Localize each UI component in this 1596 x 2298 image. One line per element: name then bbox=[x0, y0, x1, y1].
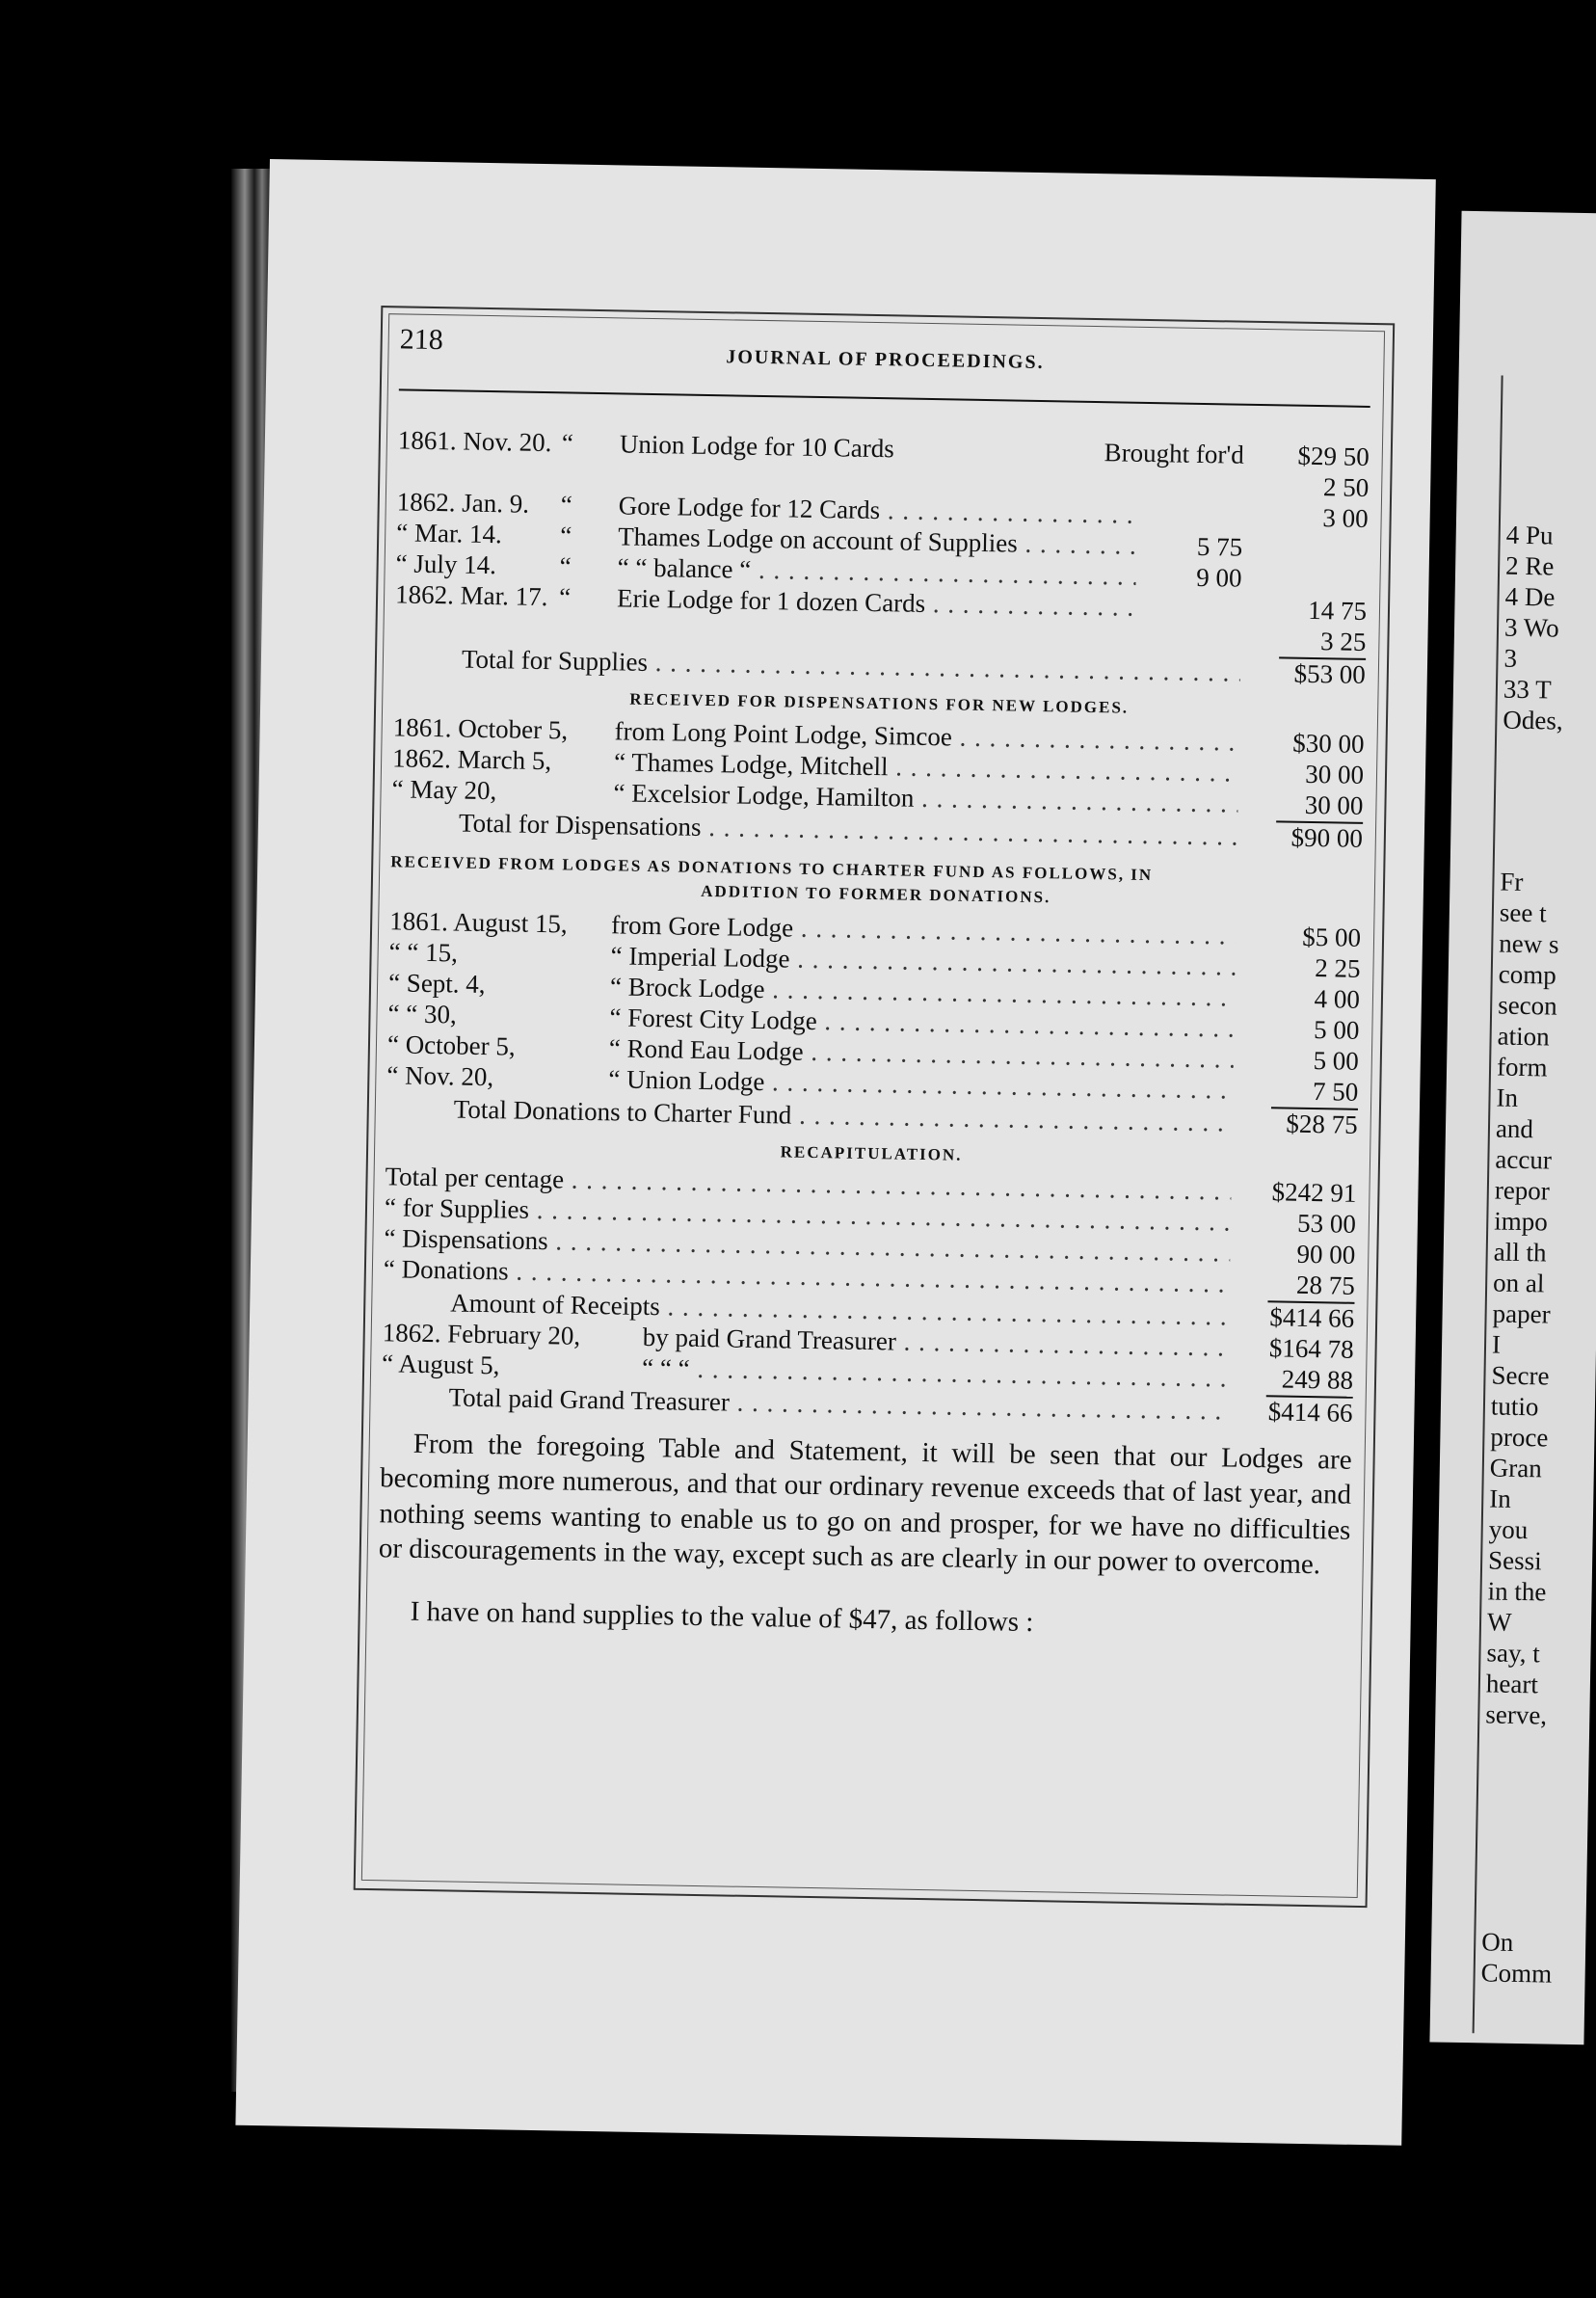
text-fragment: new s bbox=[1499, 928, 1559, 959]
row-description: “ Rond Eau Lodge . . . bbox=[609, 1033, 1234, 1074]
row-date: “ Mar. 14. bbox=[395, 518, 502, 549]
text-fragment: Secre bbox=[1491, 1360, 1550, 1391]
row-amount: 30 00 bbox=[1304, 789, 1364, 820]
text-fragment: On bbox=[1480, 1927, 1514, 1957]
dispensations-section bbox=[391, 712, 1365, 855]
row-amount: $30 00 bbox=[1292, 728, 1365, 759]
right-page-bottom-lines bbox=[1430, 1926, 1553, 1990]
row-amount: 5 00 bbox=[1313, 1045, 1360, 1076]
row-amount: 14 75 bbox=[1307, 595, 1368, 626]
row-date: 1862. March 5, bbox=[391, 742, 552, 775]
text-fragment: say, t bbox=[1486, 1638, 1540, 1669]
section-heading-line: RECEIVED FROM LODGES AS DONATIONS TO CHARTER FUND AS FOLLOWS, IN bbox=[390, 851, 1154, 884]
text-fragment: 4 Pu bbox=[1505, 520, 1554, 550]
row-amount: 28 75 bbox=[1295, 1269, 1356, 1300]
row-description: “ Forest City Lodge . . . bbox=[609, 1002, 1234, 1043]
text-fragment: ation bbox=[1497, 1021, 1550, 1052]
text-fragment: In bbox=[1489, 1483, 1512, 1513]
row-description: Total per centage . . . bbox=[385, 1162, 1231, 1206]
row-amount: 2 25 bbox=[1315, 952, 1361, 983]
text-fragment: serve, bbox=[1485, 1699, 1548, 1730]
text-fragment: Odes, bbox=[1503, 705, 1563, 735]
right-page-fragment bbox=[1429, 211, 1596, 2045]
text-fragment: tutio bbox=[1490, 1391, 1539, 1422]
total-label: Amount of Receipts . . . bbox=[450, 1289, 1229, 1332]
row-amount: 5 00 bbox=[1313, 1014, 1360, 1045]
text-fragment: see t bbox=[1499, 897, 1547, 928]
row-description: “ Union Lodge . . . bbox=[608, 1064, 1233, 1105]
text-fragment: repor bbox=[1494, 1175, 1551, 1206]
row-subamount bbox=[1135, 616, 1241, 618]
text-fragment: 3 Wo bbox=[1503, 612, 1559, 643]
donations-section bbox=[386, 906, 1362, 1141]
text-fragment: heart bbox=[1485, 1669, 1539, 1699]
row-description: by paid Grand Treasurer . . . bbox=[642, 1323, 1228, 1363]
text-fragment: Sessi bbox=[1487, 1545, 1542, 1576]
text-fragment: form bbox=[1496, 1052, 1548, 1082]
supplies-section bbox=[394, 425, 1370, 691]
row-description: “ “ balance “ . . . bbox=[617, 552, 1135, 591]
row-date: 1862. Jan. 9. bbox=[396, 487, 530, 519]
row-date: 1861. Nov. 20. bbox=[397, 425, 552, 458]
row-description: “ for Supplies . . . bbox=[385, 1192, 1231, 1237]
closing-paragraph: I have on hand supplies to the value of $47, as follows : bbox=[410, 1595, 1034, 1639]
row-description: “ Imperial Lodge . . . bbox=[610, 941, 1235, 981]
row-description: from Gore Lodge . . . bbox=[611, 910, 1236, 950]
text-fragment: In bbox=[1496, 1082, 1519, 1112]
text-fragment: on al bbox=[1492, 1268, 1545, 1298]
text-fragment: W bbox=[1486, 1607, 1512, 1637]
row-description: “ Thames Lodge, Mitchell . . . bbox=[614, 747, 1238, 788]
text-fragment: Comm bbox=[1480, 1958, 1553, 1989]
text-fragment: secon bbox=[1497, 990, 1557, 1021]
row-description: “ Dispensations . . . bbox=[384, 1223, 1230, 1268]
row-subamount bbox=[1137, 523, 1243, 525]
text-fragment: paper bbox=[1492, 1298, 1551, 1329]
section-heading-line: ADDITION TO FORMER DONATIONS. bbox=[701, 881, 1051, 907]
row-ditto: “ bbox=[559, 551, 572, 581]
recap-section bbox=[381, 1162, 1356, 1430]
text-fragment: Gran bbox=[1489, 1453, 1543, 1483]
total-amount: $28 75 bbox=[1286, 1109, 1358, 1139]
page-number: 218 bbox=[399, 323, 444, 357]
total-amount: $90 00 bbox=[1290, 822, 1364, 853]
row-date: 1861. October 5, bbox=[392, 711, 569, 745]
total-amount: $53 00 bbox=[1293, 658, 1367, 689]
row-description: Thames Lodge on account of Supplies . . . bbox=[618, 521, 1136, 560]
text-fragment: and bbox=[1495, 1113, 1534, 1144]
row-amount: 3 25 bbox=[1319, 627, 1367, 656]
row-description: “ Excelsior Lodge, Hamilton . . . bbox=[613, 778, 1237, 818]
text-fragment: accur bbox=[1495, 1144, 1553, 1175]
text-fragment: comp bbox=[1498, 959, 1557, 990]
left-page bbox=[235, 159, 1435, 2146]
text-fragment: I bbox=[1491, 1329, 1502, 1359]
row-ditto: “ bbox=[561, 428, 574, 458]
page-content bbox=[377, 323, 1371, 1673]
row-date: “ October 5, bbox=[386, 1029, 516, 1061]
right-page-top-lines bbox=[1452, 520, 1566, 737]
text-fragment: 3 bbox=[1503, 643, 1518, 673]
row-description: “ Donations . . . bbox=[384, 1254, 1230, 1298]
row-description: “ “ “ . . . bbox=[642, 1353, 1228, 1394]
row-date: “ May 20, bbox=[391, 773, 497, 805]
text-fragment: in the bbox=[1487, 1576, 1547, 1607]
row-date: “ “ 15, bbox=[388, 936, 459, 968]
row-date: 1862. Mar. 17. bbox=[394, 579, 548, 612]
row-date: “ Sept. 4, bbox=[387, 967, 486, 999]
row-amount: 2 50 bbox=[1322, 472, 1370, 502]
row-amount bbox=[1242, 556, 1368, 558]
running-title: JOURNAL OF PROCEEDINGS. bbox=[726, 346, 1045, 374]
row-amount: $5 00 bbox=[1302, 922, 1362, 952]
text-fragment: you bbox=[1488, 1514, 1529, 1545]
row-subamount: 5 75 bbox=[1196, 531, 1243, 562]
row-ditto: “ bbox=[558, 582, 572, 612]
text-fragment: all th bbox=[1493, 1237, 1547, 1268]
section-heading bbox=[390, 849, 1363, 916]
text-fragment: Fr bbox=[1500, 867, 1524, 896]
brought-forward-label: Brought for'd bbox=[1104, 438, 1245, 469]
section-heading: RECAPITULATION. bbox=[780, 1141, 963, 1164]
text-fragment: impo bbox=[1494, 1206, 1549, 1237]
row-subamount: 9 00 bbox=[1196, 562, 1242, 593]
section-heading: RECEIVED FOR DISPENSATIONS FOR NEW LODGES. bbox=[629, 689, 1130, 717]
row-description: Union Lodge for 10 Cards bbox=[619, 429, 895, 464]
row-amount: 4 00 bbox=[1314, 983, 1361, 1014]
row-amount bbox=[1241, 587, 1367, 589]
row-amount: $242 91 bbox=[1271, 1177, 1357, 1208]
total-label: Total paid Grand Treasurer . . . bbox=[448, 1383, 1227, 1427]
right-page-mid-lines bbox=[1435, 867, 1561, 1732]
brought-forward-amount: $29 50 bbox=[1297, 441, 1370, 471]
closing-paragraph: From the foregoing Table and Statement, it will be seen that our Lodges are becoming more numerous, and that our ordinary revenue exceeds that of last year, and nothing seems wanting to enable us to go on and prosper, for we have no difficulties or discouragements in the way, except such as are clearly in our power to overcome. bbox=[378, 1428, 1352, 1581]
row-date: “ August 5, bbox=[381, 1349, 500, 1380]
row-amount: 90 00 bbox=[1296, 1239, 1356, 1269]
row-date: “ Nov. 20, bbox=[386, 1059, 494, 1091]
text-fragment: proce bbox=[1490, 1422, 1549, 1453]
row-amount: 3 00 bbox=[1322, 503, 1369, 533]
row-date: “ “ 30, bbox=[387, 998, 458, 1029]
text-fragment: 2 Re bbox=[1504, 550, 1555, 581]
row-amount: 249 88 bbox=[1281, 1364, 1354, 1395]
row-description: Erie Lodge for 1 dozen Cards . . . bbox=[617, 583, 1135, 622]
total-label: Total for Dispensations . . . bbox=[459, 808, 1237, 851]
text-fragment: 33 T bbox=[1503, 674, 1552, 705]
row-description: “ Brock Lodge . . . bbox=[610, 972, 1235, 1012]
total-amount: $414 66 bbox=[1269, 1302, 1355, 1333]
row-amount: $164 78 bbox=[1268, 1333, 1354, 1364]
total-amount: $414 66 bbox=[1267, 1397, 1353, 1428]
row-amount: 53 00 bbox=[1296, 1208, 1357, 1239]
row-description: Gore Lodge for 12 Cards . . . bbox=[619, 491, 1137, 529]
total-label: Total Donations to Charter Fund . . . bbox=[454, 1094, 1233, 1137]
total-label: Total for Supplies . . . bbox=[462, 645, 1240, 688]
row-date: 1861. August 15, bbox=[388, 905, 568, 939]
row-ditto: “ bbox=[559, 521, 572, 550]
row-amount: 7 50 bbox=[1312, 1076, 1359, 1107]
row-description: from Long Point Lodge, Simcoe . . . bbox=[614, 716, 1238, 757]
row-date: 1862. February 20, bbox=[382, 1318, 581, 1350]
row-amount: 30 00 bbox=[1305, 759, 1365, 789]
row-date: “ July 14. bbox=[395, 548, 497, 580]
row-ditto: “ bbox=[560, 490, 573, 520]
text-fragment: 4 De bbox=[1504, 581, 1556, 612]
